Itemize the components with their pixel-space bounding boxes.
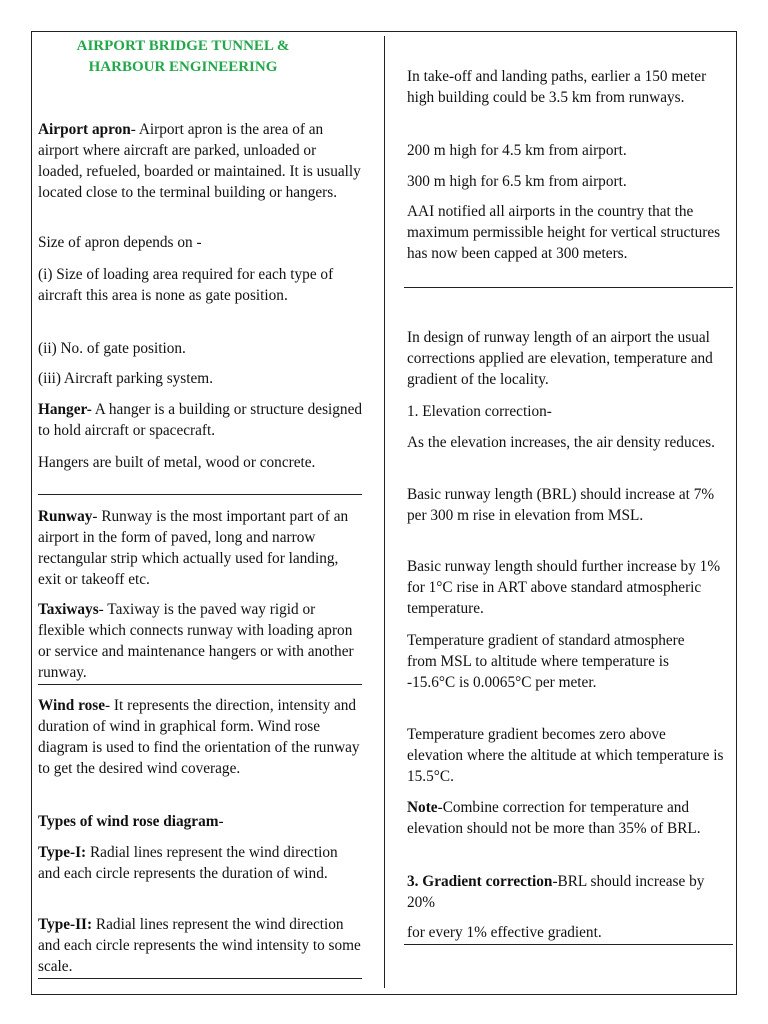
type2-paragraph: [38, 914, 364, 977]
gradient-correction-term: 3. Gradient correction: [407, 873, 553, 890]
hanger-text: A hanger is a building or structure designed to hold aircraft or spacecraft.: [38, 401, 363, 439]
type2-text: Radial lines represent the wind direction and each circle represents the wind intensity to some scale.: [38, 916, 361, 975]
height-200-paragraph: 200 m high for 4.5 km from airport.: [407, 142, 627, 159]
section-rule: [38, 684, 362, 685]
type1-text: Radial lines represent the wind direction and each circle represents the duration of wind.: [38, 844, 338, 882]
gradient-correction-text: -BRL should increase by 20%: [407, 873, 705, 911]
height-300-paragraph: 300 m high for 6.5 km from airport.: [407, 173, 627, 190]
apron-size-item-ii: (ii) No. of gate position.: [38, 340, 186, 357]
section-rule: [404, 287, 733, 288]
apron-size-item-i: (i) Size of loading area required for each type of aircraft this area is none as gate position.: [38, 266, 334, 304]
type1-paragraph: [38, 842, 356, 884]
apron-size-item-iii: (iii) Aircraft parking system.: [38, 370, 214, 387]
section-rule: [404, 944, 733, 945]
windrose-term: Wind rose: [38, 697, 106, 714]
hanger-term: Hanger-: [38, 401, 92, 418]
type1-term: Type-I:: [38, 844, 87, 861]
runway-term: Runway: [38, 508, 93, 525]
apron-size-paragraph: Size of apron depends on -: [38, 234, 202, 251]
runway-paragraph: [38, 506, 364, 590]
note-paragraph: [407, 797, 733, 839]
takeoff-paragraph: In take-off and landing paths, earlier a 150 meter high building could be 3.5 km from runways.: [407, 68, 707, 106]
apron-paragraph: [38, 119, 364, 203]
hanger-paragraph: [38, 399, 364, 441]
taxiway-term: Taxiways: [38, 601, 99, 618]
temperature-gradient-paragraph: Temperature gradient of standard atmosphere from MSL to altitude where temperature is -15.6°C is 0.0065°C per meter.: [407, 632, 685, 691]
windrose-text: - It represents the direction, intensity and duration of wind in graphical form. Wind rose diagram is used to find the orientation of the runway to get the desired wind coverage.: [38, 697, 360, 777]
taxiway-text: - Taxiway is the paved way rigid or flexible which connects runway with loading apron or service and maintenance hangers or with another runway.: [38, 601, 354, 681]
note-text: -Combine correction for temperature and elevation should not be more than 35% of BRL.: [407, 799, 701, 837]
runway-design-paragraph: In design of runway length of an airport the usual corrections applied are elevation, temperature and gradient of the locality.: [407, 329, 713, 388]
section-rule: [38, 494, 362, 495]
column-divider: [384, 36, 385, 988]
windrose-types-suffix: -: [218, 813, 224, 830]
windrose-types-term: Types of wind rose diagram: [38, 813, 219, 830]
gradient-zero-paragraph: Temperature gradient becomes zero above elevation where the altitude at which temperature is 15.5°C.: [407, 726, 724, 785]
gradient-every-paragraph: for every 1% effective gradient.: [407, 924, 602, 941]
windrose-paragraph: [38, 695, 364, 779]
note-term: Note: [407, 799, 438, 816]
aai-paragraph: AAI notified all airports in the country that the maximum permissible height for vertical structures has now been capped at 300 meters.: [407, 203, 721, 262]
document-title-line2: HARBOUR ENGINEERING: [88, 59, 278, 75]
hanger-material-paragraph: Hangers are built of metal, wood or concrete.: [38, 454, 316, 471]
gradient-correction-paragraph: [407, 871, 707, 913]
type2-term: Type-II:: [38, 916, 93, 933]
runway-text: - Runway is the most important part of an airport in the form of paved, long and narrow rectangular strip which actually used for landing, exit or takeoff etc.: [38, 508, 349, 588]
windrose-types-heading: [38, 811, 364, 832]
elevation-correction-heading: 1. Elevation correction-: [407, 403, 552, 420]
section-rule: [38, 978, 362, 979]
apron-text: - Airport apron is the area of an airport where aircraft are parked, unloaded or loaded, refueled, boarded or maintained. It is usually located close to the terminal building or hangers.: [38, 121, 361, 201]
brl-elevation-paragraph: Basic runway length (BRL) should increase at 7% per 300 m rise in elevation from MSL.: [407, 486, 715, 524]
apron-term: Airport apron: [38, 121, 131, 138]
document-title-line1: AIRPORT BRIDGE TUNNEL &: [76, 38, 290, 54]
taxiway-paragraph: [38, 599, 364, 683]
air-density-paragraph: As the elevation increases, the air density reduces.: [407, 434, 715, 451]
brl-temperature-paragraph: Basic runway length should further increase by 1% for 1°C rise in ART above standard atmospheric temperature.: [407, 558, 721, 617]
